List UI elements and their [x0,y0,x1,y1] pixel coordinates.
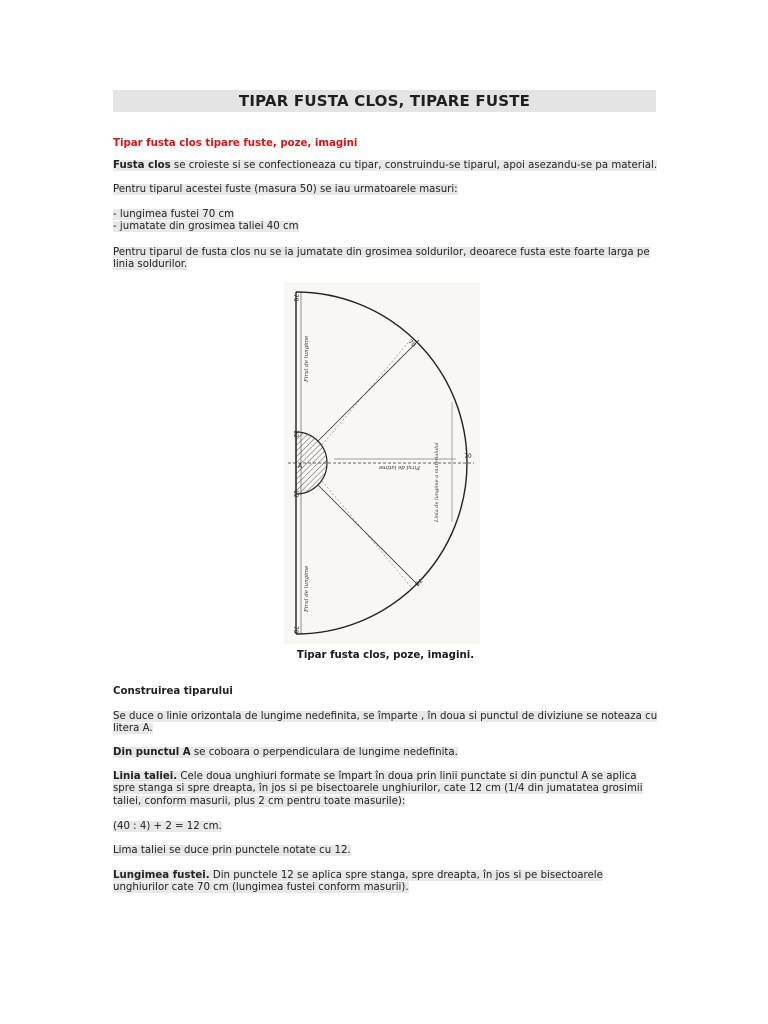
intro-rest: se croieste si se confectioneaza cu tipar, construindu-se tiparul, apoi asezandu-se pa material. [170,160,658,171]
list-item [113,221,658,233]
waist-line-paragraph [113,771,658,808]
measures-paragraph [113,184,658,196]
skirt-length-bold: Lungimea fustei. [113,870,210,881]
section-heading: Construirea tiparului [113,686,233,697]
hips-text: Pentru tiparul de fusta clos nu se ia jumatate din grosimea soldurilor, deoarece fusta este foarte larga pe linia soldurilor. [113,247,650,271]
construction-text: Se duce o linie orizontala de lungime nedefinita, se împarte , în doua si punctul de diviziune se noteaza cu litera A. [113,711,658,735]
subtitle-link[interactable]: Tipar fusta clos tipare fuste, poze, imagini [113,138,358,149]
label-fir-lungime-bottom: Firul de lungime [304,565,310,612]
skirt-pattern-figure [284,282,480,644]
label-top: 70 [292,294,299,302]
intro-text-wrap [113,160,657,171]
label-lower-12: 12 [292,490,299,498]
skirt-length-rest: Din punctele 12 se aplica spre stanga, spre dreapta, în jos si pe bisectoarele unghiurilor cate 70 cm (lungimea fustei conform masurii). [113,870,603,894]
waist-line-bold: Linia taliei. [113,771,178,782]
hips-paragraph [113,247,658,272]
formula-text: (40 : 4) + 2 = 12 cm. [113,821,222,832]
label-linia-lungime: Linia de lungime a materialului [434,442,440,522]
intro-bold: Fusta clos [113,160,171,171]
page-title: TIPAR FUSTA CLOS, TIPARE FUSTE [113,90,656,112]
construction-paragraph [113,711,658,736]
point-a-bold: Din punctul A [113,747,191,758]
formula-paragraph [113,821,658,833]
point-a-rest: se coboara o perpendiculara de lungime nedefinita. [190,747,458,758]
label-right: 70 [464,453,472,460]
waist-points-paragraph [113,845,658,857]
label-diag-bottom: 70 [413,576,424,587]
intro-paragraph [113,160,658,172]
label-bottom: 70 [292,626,299,634]
label-fir-lungime-top: Firul de lungime [304,335,310,382]
waist-line-wrap [113,771,643,807]
waist-line-rest: Cele doua unghiuri formate se împart în doua prin linii punctate si din punctul A se aplica spre stanga si spre dreapta, în jos si pe bisectoarele unghiurilor, cate 12 cm (1/4 din jumatatea grosimii taliei, conform masurii, plus 2 cm pentru toate masurile): [113,771,643,807]
pattern-drawing [284,282,480,644]
measures-text: Pentru tiparul acestei fuste (masura 50) se iau urmatoarele masuri: [113,184,458,195]
figure-caption: Tipar fusta clos, poze, imagini. [296,650,475,661]
label-diag-top: 70 [406,338,417,349]
list-item-text: - jumatate din grosimea taliei 40 cm [113,221,299,233]
list-item [113,209,658,221]
point-a-wrap [113,747,458,758]
waist-points-text: Lima taliei se duce prin punctele notate cu 12. [113,845,351,856]
measures-list [113,209,658,234]
label-upper-12: 12 [292,430,299,438]
list-item-text: - lungimea fustei 70 cm [113,209,235,220]
skirt-length-wrap [113,870,603,893]
label-a: A [298,463,303,470]
point-a-paragraph [113,747,658,759]
label-fir-latime: Firul de latime [378,464,420,470]
skirt-length-paragraph [113,870,658,895]
